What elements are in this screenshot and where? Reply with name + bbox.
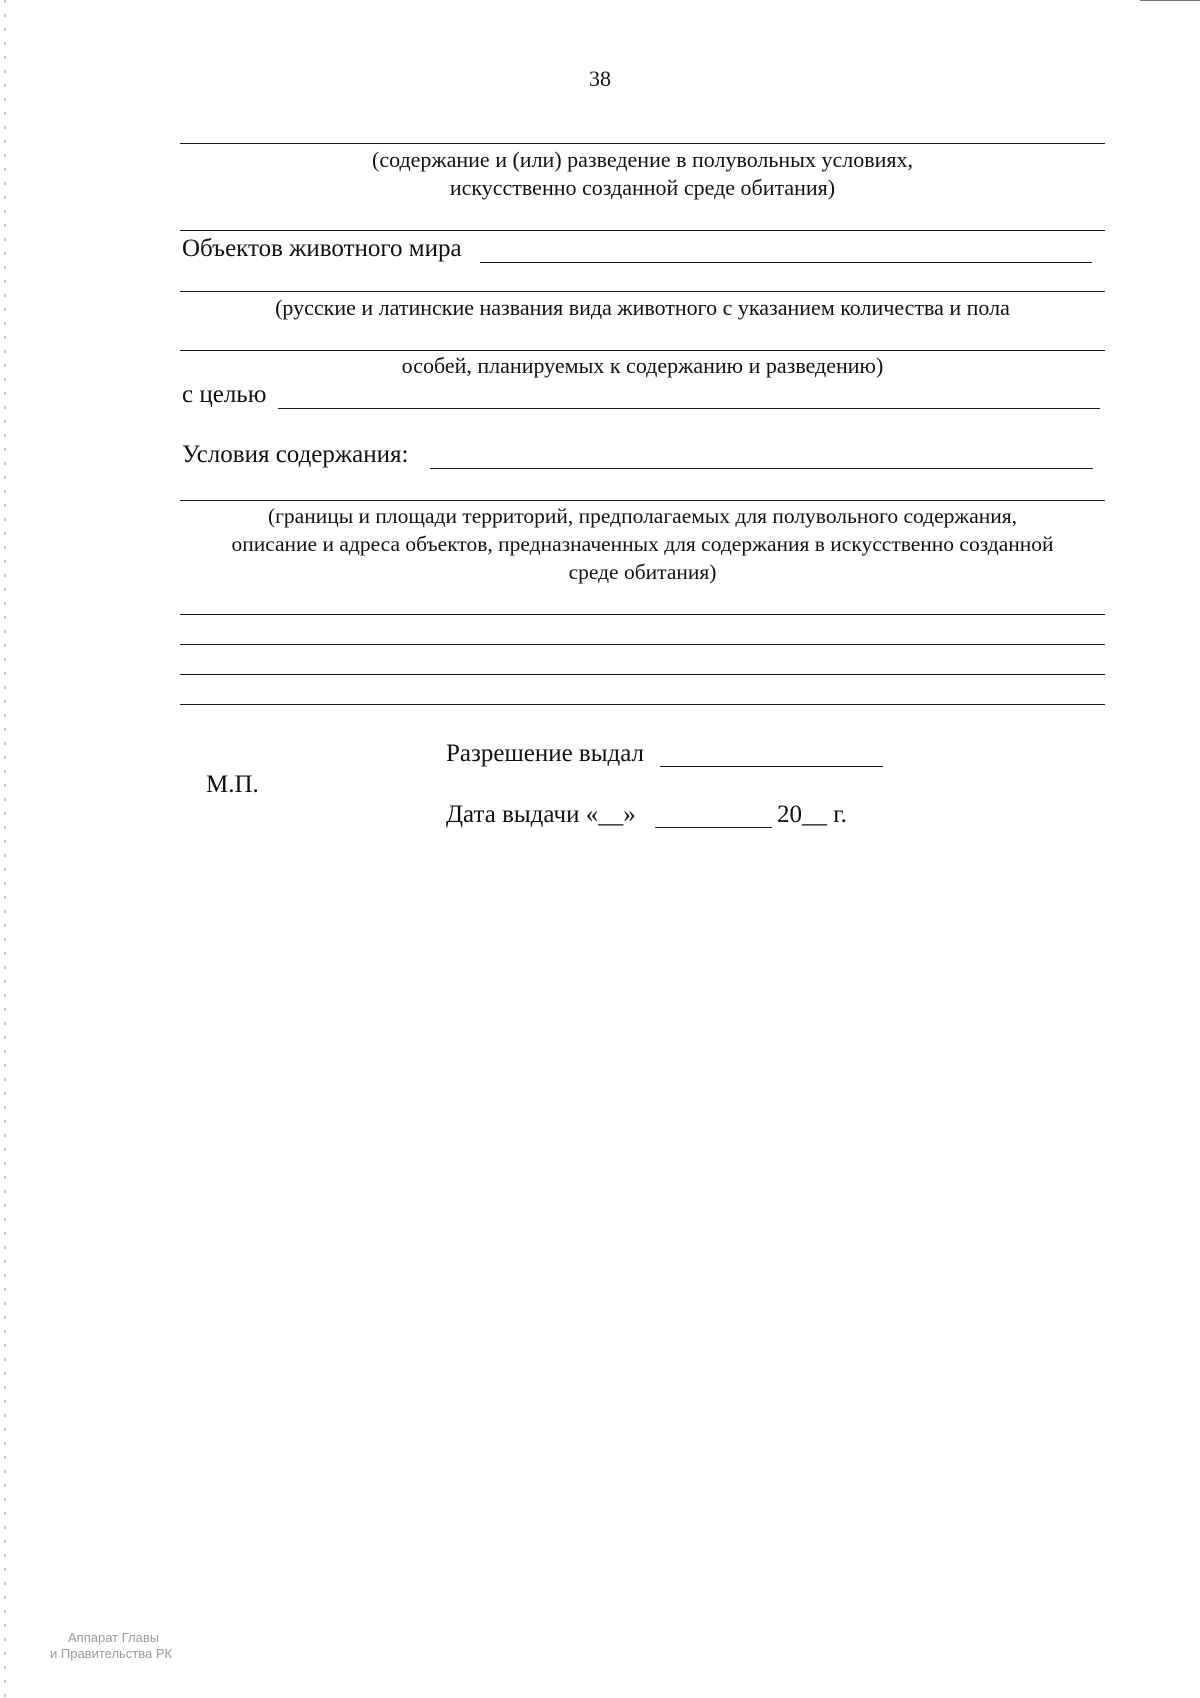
issue-year-prefix: 20	[777, 801, 802, 828]
issue-date-row	[446, 800, 636, 830]
issued-by-label: Разрешение выдал	[446, 740, 645, 767]
hint-species-2: особей, планируемых к содержанию и разведению)	[401, 353, 884, 378]
field-issued-by-line[interactable]	[660, 766, 883, 767]
field-species-line-2[interactable]	[180, 350, 1105, 351]
field-territory-line-3[interactable]	[180, 644, 1105, 645]
field-territory-line-5[interactable]	[180, 704, 1105, 705]
hint-territory-line-2: описание и адреса объектов, предназначенных для содержания в искусственно созданной	[231, 532, 1054, 556]
scan-edge-marks	[4, 0, 6, 1698]
issue-date-label: Дата выдачи «	[446, 801, 599, 828]
field-keeping-type-line-2[interactable]	[180, 230, 1105, 231]
purpose-label: с целью	[182, 381, 267, 408]
hint-species: (русские и латинские названия вида животного с указанием количества и пола	[275, 295, 1010, 320]
field-issue-month-line[interactable]	[655, 827, 772, 828]
stamp-place: М.П.	[206, 771, 259, 798]
issue-date-close-quote: »	[623, 801, 636, 828]
field-territory-line-2[interactable]	[180, 614, 1105, 615]
issue-year-suffix: г.	[833, 801, 847, 828]
watermark-line-1: Аппарат Главы	[68, 1630, 160, 1645]
field-purpose-line[interactable]	[278, 408, 1100, 409]
issue-year-blank[interactable]: __	[802, 801, 827, 828]
hint-territory	[180, 502, 1105, 586]
issue-year-row	[777, 800, 847, 830]
objects-label: Объектов животного мира	[182, 235, 462, 262]
watermark-stamp	[50, 1630, 172, 1662]
field-conditions-line[interactable]	[430, 468, 1093, 469]
field-territory-line-4[interactable]	[180, 674, 1105, 675]
watermark-line-2: и Правительства РК	[50, 1646, 173, 1661]
field-keeping-type-line[interactable]	[180, 143, 1105, 144]
field-species-line[interactable]	[180, 291, 1105, 292]
hint-keeping-type	[180, 146, 1105, 202]
hint-territory-line-1: (границы и площади территорий, предполагаемых для полувольного содержания,	[267, 504, 1018, 528]
hint-territory-line-3: среде обитания)	[568, 560, 717, 584]
hint-keeping-type-line-2: искусственно созданной среде обитания)	[449, 175, 836, 200]
field-objects-line[interactable]	[480, 262, 1092, 263]
hint-keeping-type-line-1: (содержание и (или) разведение в полувольных условиях,	[372, 147, 913, 172]
conditions-label: Условия содержания:	[182, 441, 409, 468]
page-number: 38	[589, 66, 611, 91]
scan-corner-mark	[1140, 0, 1200, 1]
issue-date-day-blank[interactable]: __	[598, 801, 624, 828]
field-territory-line[interactable]	[180, 500, 1105, 501]
